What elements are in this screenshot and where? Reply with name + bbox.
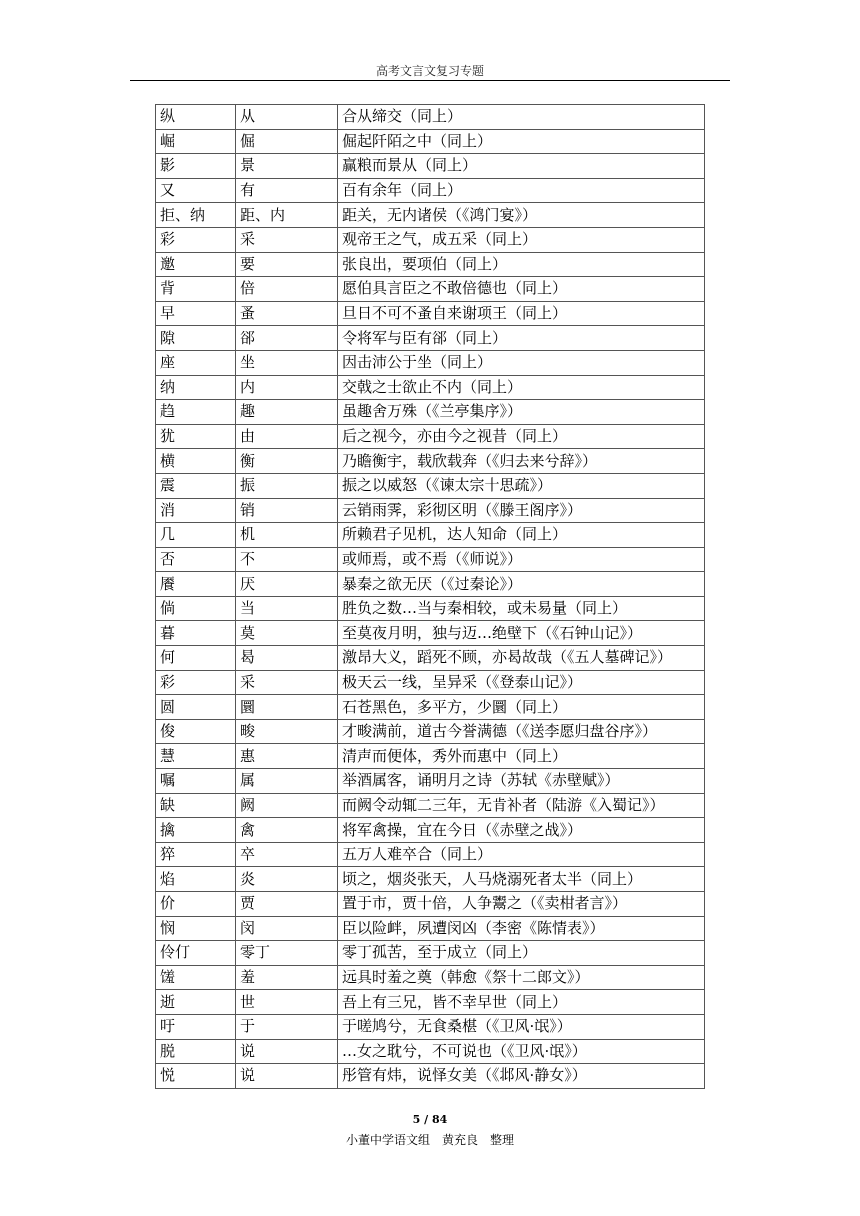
table-row	[156, 227, 705, 252]
modern-char-cell: 缺	[156, 793, 236, 818]
modern-char-cell: 慧	[156, 744, 236, 769]
ancient-char-cell: 采	[236, 670, 338, 695]
example-cell: 张良出，要项伯（同上）	[338, 252, 705, 277]
header-rule	[130, 80, 730, 81]
ancient-char-cell: 说	[236, 1064, 338, 1089]
modern-char-cell: 早	[156, 301, 236, 326]
modern-char-cell: 逝	[156, 990, 236, 1015]
example-cell: 云销雨霁，彩彻区明（《滕王阁序》）	[338, 498, 705, 523]
page-number: 5 / 84	[412, 1113, 448, 1126]
ancient-char-cell: 坐	[236, 350, 338, 375]
table-row	[156, 277, 705, 302]
example-cell: 将军禽操，宜在今日（《赤壁之战》）	[338, 818, 705, 843]
table-row	[156, 572, 705, 597]
example-cell: 顷之，烟炎张天，人马烧溺死者太半（同上）	[338, 867, 705, 892]
modern-char-cell: 彩	[156, 227, 236, 252]
table-row	[156, 892, 705, 917]
ancient-char-cell: 炎	[236, 867, 338, 892]
ancient-char-cell: 零丁	[236, 941, 338, 966]
ancient-char-cell: 趣	[236, 400, 338, 425]
table-row	[156, 154, 705, 179]
example-cell: 所赖君子见机，达人知命（同上）	[338, 523, 705, 548]
table-row	[156, 1064, 705, 1089]
example-cell: 后之视今，亦由今之视昔（同上）	[338, 424, 705, 449]
example-cell: 极天云一线，呈异采（《登泰山记》）	[338, 670, 705, 695]
example-cell: 胜负之数…当与秦相较，或未易量（同上）	[338, 596, 705, 621]
modern-char-cell: 邀	[156, 252, 236, 277]
modern-char-cell: 餍	[156, 572, 236, 597]
table-row	[156, 105, 705, 130]
ancient-char-cell: 属	[236, 769, 338, 794]
example-cell: 零丁孤苦，至于成立（同上）	[338, 941, 705, 966]
table-row	[156, 449, 705, 474]
example-cell: 因击沛公于坐（同上）	[338, 350, 705, 375]
ancient-char-cell: 厌	[236, 572, 338, 597]
example-cell: 清声而便体，秀外而惠中（同上）	[338, 744, 705, 769]
example-cell: 乃瞻衡宇，载欣载奔（《归去来兮辞》）	[338, 449, 705, 474]
example-cell: 置于市，贾十倍，人争鬻之（《卖柑者言》）	[338, 892, 705, 917]
modern-char-cell: 隙	[156, 326, 236, 351]
example-cell: 暴秦之欲无厌（《过秦论》）	[338, 572, 705, 597]
modern-char-cell: 背	[156, 277, 236, 302]
modern-char-cell: 伶仃	[156, 941, 236, 966]
table-row	[156, 646, 705, 671]
table-row	[156, 990, 705, 1015]
ancient-char-cell: 要	[236, 252, 338, 277]
tongjia-table	[155, 104, 705, 1089]
ancient-char-cell: 机	[236, 523, 338, 548]
ancient-char-cell: 采	[236, 227, 338, 252]
modern-char-cell: 悦	[156, 1064, 236, 1089]
table-row	[156, 842, 705, 867]
table-row	[156, 424, 705, 449]
ancient-char-cell: 阙	[236, 793, 338, 818]
ancient-char-cell: 振	[236, 473, 338, 498]
modern-char-cell: 座	[156, 350, 236, 375]
example-cell: 激昂大义，蹈死不顾，亦曷故哉（《五人墓碑记》）	[338, 646, 705, 671]
ancient-char-cell: 羞	[236, 965, 338, 990]
example-cell: 令将军与臣有郤（同上）	[338, 326, 705, 351]
table-body	[156, 105, 705, 1089]
example-cell: 五万人难卒合（同上）	[338, 842, 705, 867]
example-cell: 旦日不可不蚤自来谢项王（同上）	[338, 301, 705, 326]
table-row	[156, 621, 705, 646]
modern-char-cell: 焰	[156, 867, 236, 892]
ancient-char-cell: 销	[236, 498, 338, 523]
example-cell: 交戟之士欲止不内（同上）	[338, 375, 705, 400]
modern-char-cell: 拒、纳	[156, 203, 236, 228]
modern-char-cell: 俊	[156, 719, 236, 744]
ancient-char-cell: 闵	[236, 916, 338, 941]
ancient-char-cell: 世	[236, 990, 338, 1015]
table-row	[156, 695, 705, 720]
table-row	[156, 670, 705, 695]
ancient-char-cell: 从	[236, 105, 338, 130]
modern-char-cell: 消	[156, 498, 236, 523]
ancient-char-cell: 当	[236, 596, 338, 621]
table-row	[156, 1014, 705, 1039]
ancient-char-cell: 郤	[236, 326, 338, 351]
example-cell: 才畯满前，道古今誉满德（《送李愿归盘谷序》）	[338, 719, 705, 744]
table-row	[156, 498, 705, 523]
table-row	[156, 350, 705, 375]
ancient-char-cell: 衡	[236, 449, 338, 474]
modern-char-cell: 否	[156, 547, 236, 572]
modern-char-cell: 趋	[156, 400, 236, 425]
ancient-char-cell: 圜	[236, 695, 338, 720]
example-cell: 赢粮而景从（同上）	[338, 154, 705, 179]
example-cell: 吾上有三兄，皆不幸早世（同上）	[338, 990, 705, 1015]
modern-char-cell: 价	[156, 892, 236, 917]
example-cell: …女之耽兮，不可说也（《卫风·氓》）	[338, 1039, 705, 1064]
ancient-char-cell: 卒	[236, 842, 338, 867]
table-row	[156, 818, 705, 843]
modern-char-cell: 吁	[156, 1014, 236, 1039]
example-cell: 振之以威怒（《谏太宗十思疏》）	[338, 473, 705, 498]
example-cell: 举酒属客，诵明月之诗（苏轼《赤壁赋》）	[338, 769, 705, 794]
table-row	[156, 596, 705, 621]
ancient-char-cell: 不	[236, 547, 338, 572]
table-row	[156, 719, 705, 744]
table-row	[156, 916, 705, 941]
example-cell: 合从缔交（同上）	[338, 105, 705, 130]
example-cell: 至莫夜月明，独与迈…绝壁下（《石钟山记》）	[338, 621, 705, 646]
ancient-char-cell: 景	[236, 154, 338, 179]
modern-char-cell: 嘱	[156, 769, 236, 794]
table-row	[156, 203, 705, 228]
ancient-char-cell: 说	[236, 1039, 338, 1064]
ancient-char-cell: 倍	[236, 277, 338, 302]
footer-credit: 小董中学语文组 黄充良 整理	[345, 1133, 514, 1147]
modern-char-cell: 倘	[156, 596, 236, 621]
example-cell: 百有余年（同上）	[338, 178, 705, 203]
table-row	[156, 326, 705, 351]
example-cell: 虽趣舍万殊（《兰亭集序》）	[338, 400, 705, 425]
modern-char-cell: 震	[156, 473, 236, 498]
ancient-char-cell: 禽	[236, 818, 338, 843]
ancient-char-cell: 内	[236, 375, 338, 400]
table-row	[156, 301, 705, 326]
table-row	[156, 523, 705, 548]
modern-char-cell: 几	[156, 523, 236, 548]
example-cell: 彤管有炜，说怿女美（《邶风·静女》）	[338, 1064, 705, 1089]
example-cell: 臣以险衅，夙遭闵凶（李密《陈情表》）	[338, 916, 705, 941]
table-row	[156, 473, 705, 498]
ancient-char-cell: 倔	[236, 129, 338, 154]
example-cell: 观帝王之气，成五采（同上）	[338, 227, 705, 252]
table-row	[156, 793, 705, 818]
table-row	[156, 129, 705, 154]
table-row	[156, 547, 705, 572]
example-cell: 而阙令动辄二三年，无肯补者（陆游《入蜀记》）	[338, 793, 705, 818]
modern-char-cell: 暮	[156, 621, 236, 646]
modern-char-cell: 悯	[156, 916, 236, 941]
ancient-char-cell: 于	[236, 1014, 338, 1039]
example-cell: 倔起阡陌之中（同上）	[338, 129, 705, 154]
ancient-char-cell: 畯	[236, 719, 338, 744]
ancient-char-cell: 贾	[236, 892, 338, 917]
ancient-char-cell: 距、内	[236, 203, 338, 228]
modern-char-cell: 馐	[156, 965, 236, 990]
modern-char-cell: 猝	[156, 842, 236, 867]
ancient-char-cell: 惠	[236, 744, 338, 769]
example-cell: 于嗟鸠兮，无食桑椹（《卫风·氓》）	[338, 1014, 705, 1039]
modern-char-cell: 又	[156, 178, 236, 203]
modern-char-cell: 彩	[156, 670, 236, 695]
table-row	[156, 1039, 705, 1064]
modern-char-cell: 擒	[156, 818, 236, 843]
example-cell: 石苍黑色，多平方，少圜（同上）	[338, 695, 705, 720]
ancient-char-cell: 由	[236, 424, 338, 449]
header-title: 高考文言文复习专题	[375, 64, 484, 78]
example-cell: 距关，无内诸侯（《鸿门宴》）	[338, 203, 705, 228]
modern-char-cell: 何	[156, 646, 236, 671]
example-cell: 愿伯具言臣之不敢倍德也（同上）	[338, 277, 705, 302]
example-cell: 或师焉，或不焉（《师说》）	[338, 547, 705, 572]
ancient-char-cell: 莫	[236, 621, 338, 646]
table-row	[156, 252, 705, 277]
table-row	[156, 178, 705, 203]
modern-char-cell: 影	[156, 154, 236, 179]
table-row	[156, 965, 705, 990]
modern-char-cell: 崛	[156, 129, 236, 154]
modern-char-cell: 犹	[156, 424, 236, 449]
table-row	[156, 941, 705, 966]
example-cell: 远具时羞之奠（韩愈《祭十二郎文》）	[338, 965, 705, 990]
table-row	[156, 769, 705, 794]
modern-char-cell: 纳	[156, 375, 236, 400]
table-row	[156, 375, 705, 400]
table-row	[156, 867, 705, 892]
ancient-char-cell: 蚤	[236, 301, 338, 326]
modern-char-cell: 圆	[156, 695, 236, 720]
ancient-char-cell: 有	[236, 178, 338, 203]
table-row	[156, 744, 705, 769]
modern-char-cell: 脱	[156, 1039, 236, 1064]
ancient-char-cell: 曷	[236, 646, 338, 671]
modern-char-cell: 纵	[156, 105, 236, 130]
modern-char-cell: 横	[156, 449, 236, 474]
table-row	[156, 400, 705, 425]
